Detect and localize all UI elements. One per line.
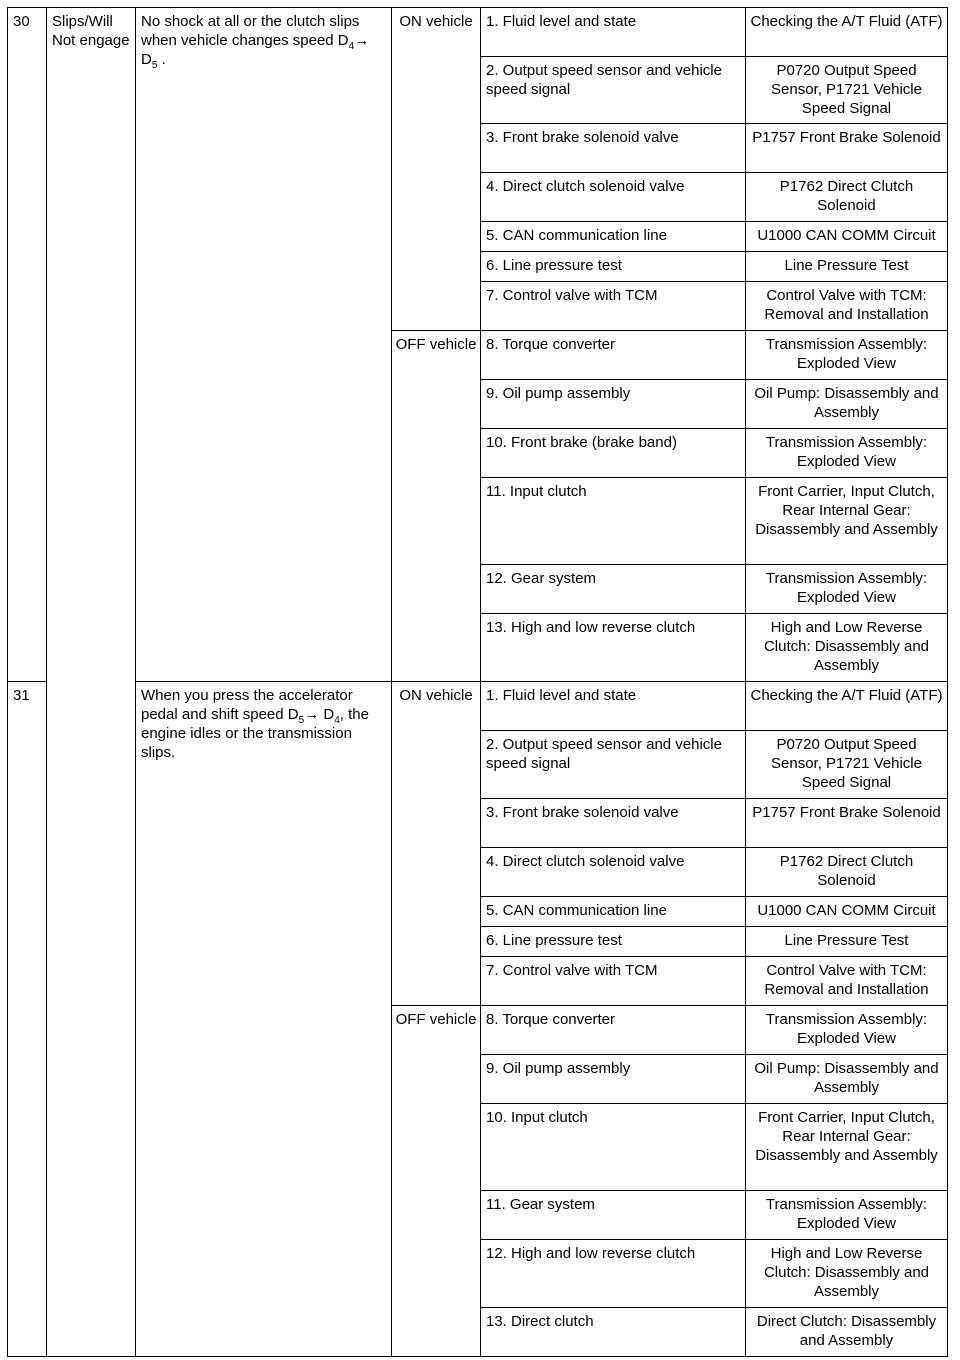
reference-link: High and Low Reverse Clutch: Disassembly and Assembly (746, 614, 948, 682)
reference-link: Line Pressure Test (746, 252, 948, 282)
check-item: 13. High and low reverse clutch (481, 614, 746, 682)
reference-link: Oil Pump: Disassembly and Assembly (746, 1055, 948, 1104)
reference-link: Control Valve with TCM: Removal and Installation (746, 282, 948, 331)
check-item: 1. Fluid level and state (481, 682, 746, 731)
reference-link: High and Low Reverse Clutch: Disassembly and Assembly (746, 1240, 948, 1308)
check-item: 12. High and low reverse clutch (481, 1240, 746, 1308)
reference-link: Checking the A/T Fluid (ATF) (746, 682, 948, 731)
reference-link: Direct Clutch: Disassembly and Assembly (746, 1308, 948, 1357)
reference-link: Transmission Assembly: Exploded View (746, 429, 948, 478)
reference-link: Checking the A/T Fluid (ATF) (746, 8, 948, 57)
check-item: 9. Oil pump assembly (481, 1055, 746, 1104)
check-item: 11. Input clutch (481, 478, 746, 565)
reference-link: Oil Pump: Disassembly and Assembly (746, 380, 948, 429)
reference-link: P1757 Front Brake Solenoid (746, 799, 948, 848)
check-item: 2. Output speed sensor and vehicle speed signal (481, 731, 746, 799)
reference-link: P0720 Output Speed Sensor, P1721 Vehicle Speed Signal (746, 57, 948, 124)
diagnosis-table (7, 7, 948, 1357)
check-item: 5. CAN communication line (481, 222, 746, 252)
check-item: 6. Line pressure test (481, 252, 746, 282)
reference-link: Transmission Assembly: Exploded View (746, 565, 948, 614)
check-item: 3. Front brake solenoid valve (481, 124, 746, 173)
check-item: 13. Direct clutch (481, 1308, 746, 1357)
check-item: 8. Torque converter (481, 331, 746, 380)
reference-link: Transmission Assembly: Exploded View (746, 331, 948, 380)
check-item: 9. Oil pump assembly (481, 380, 746, 429)
check-item: 11. Gear system (481, 1191, 746, 1240)
reference-link: Transmission Assembly: Exploded View (746, 1006, 948, 1055)
reference-link: Transmission Assembly: Exploded View (746, 1191, 948, 1240)
location-cell: ON vehicle (392, 682, 481, 1006)
item-number: 31 (8, 682, 47, 1357)
reference-link: Control Valve with TCM: Removal and Installation (746, 957, 948, 1006)
location-cell: OFF vehicle (392, 1006, 481, 1357)
check-item: 10. Front brake (brake band) (481, 429, 746, 478)
check-item: 10. Input clutch (481, 1104, 746, 1191)
condition-cell: When you press the accelerator pedal and shift speed $D_5\to D_4$, the engine idles or the transmission slips. (136, 682, 392, 1357)
reference-link: Line Pressure Test (746, 927, 948, 957)
location-cell: OFF vehicle (392, 331, 481, 682)
location-cell: ON vehicle (392, 8, 481, 331)
symptom-cell: Slips/Will Not engage (47, 8, 136, 1357)
table-row (8, 682, 948, 731)
check-item: 2. Output speed sensor and vehicle speed signal (481, 57, 746, 124)
check-item: 1. Fluid level and state (481, 8, 746, 57)
check-item: 8. Torque converter (481, 1006, 746, 1055)
reference-link: U1000 CAN COMM Circuit (746, 897, 948, 927)
reference-link: Front Carrier, Input Clutch, Rear Internal Gear: Disassembly and Assembly (746, 478, 948, 565)
check-item: 5. CAN communication line (481, 897, 746, 927)
table-row (8, 8, 948, 57)
item-number: 30 (8, 8, 47, 682)
check-item: 6. Line pressure test (481, 927, 746, 957)
check-item: 7. Control valve with TCM (481, 957, 746, 1006)
reference-link: P1757 Front Brake Solenoid (746, 124, 948, 173)
reference-link: P1762 Direct Clutch Solenoid (746, 848, 948, 897)
check-item: 4. Direct clutch solenoid valve (481, 173, 746, 222)
check-item: 4. Direct clutch solenoid valve (481, 848, 746, 897)
condition-cell: No shock at all or the clutch slips when vehicle changes speed $D_4\to D_5$ . (136, 8, 392, 682)
check-item: 12. Gear system (481, 565, 746, 614)
check-item: 3. Front brake solenoid valve (481, 799, 746, 848)
check-item: 7. Control valve with TCM (481, 282, 746, 331)
table-body (8, 8, 948, 1357)
reference-link: Front Carrier, Input Clutch, Rear Internal Gear: Disassembly and Assembly (746, 1104, 948, 1191)
reference-link: P1762 Direct Clutch Solenoid (746, 173, 948, 222)
reference-link: P0720 Output Speed Sensor, P1721 Vehicle Speed Signal (746, 731, 948, 799)
reference-link: U1000 CAN COMM Circuit (746, 222, 948, 252)
